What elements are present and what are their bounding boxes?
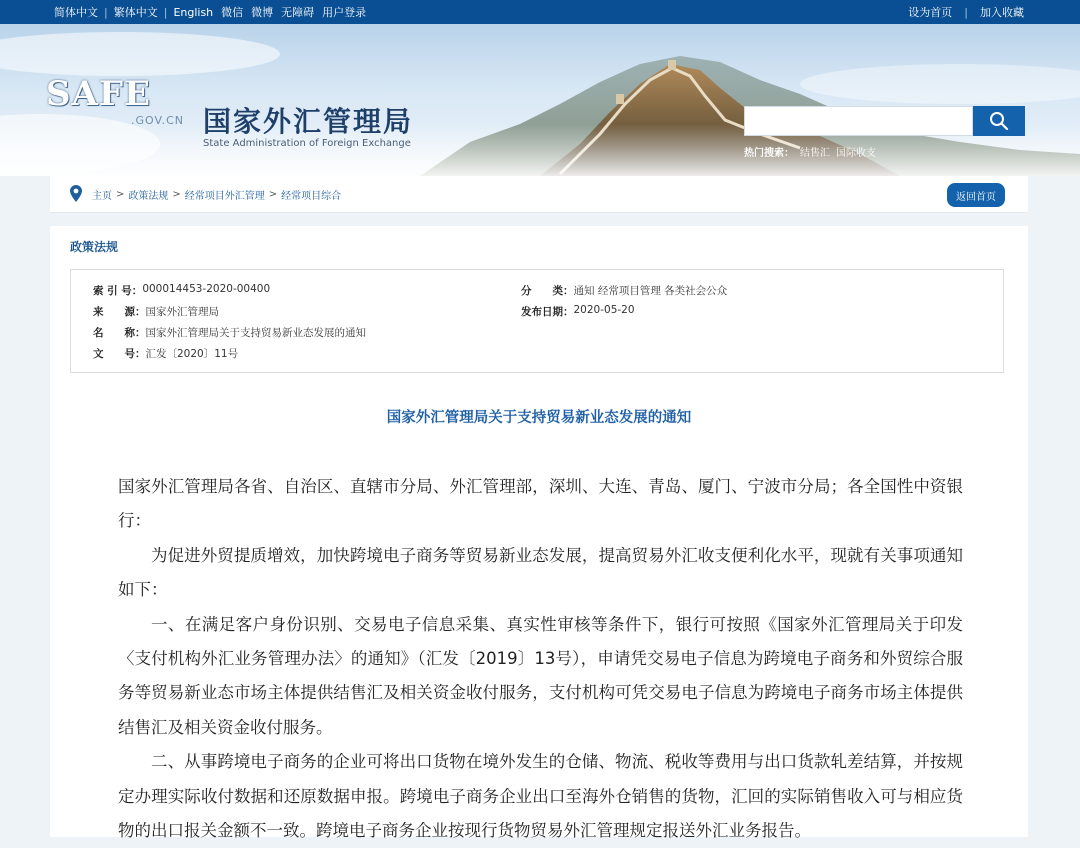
paragraph: 二、从事跨境电子商务的企业可将出口货物在境外发生的仓储、物流、税收等费用与出口货款轧差结算，并按规定办理实际收付数据和还原数据申报。跨境电子商务企业出口至海外仓销售的货物，汇回的实际销售收入可与相应货物的出口报关金额不一致。跨境电子商务企业按现行货物贸易外汇管理规定报送外汇业务报告。 (118, 752, 963, 841)
header-banner (0, 24, 1080, 176)
meta-category-value: 通知 经常项目管理 各类社会公众 (573, 285, 728, 297)
link-wechat[interactable]: 微信 (221, 6, 244, 19)
meta-docno-value: 汇发〔2020〕11号 (145, 348, 239, 360)
link-accessibility[interactable]: 无障碍 (281, 6, 315, 19)
hot-search-link-guojishouzhi[interactable]: 国际收支 (836, 148, 876, 159)
document-body (118, 470, 963, 848)
great-wall-scenery-image (0, 24, 1080, 176)
site-title-english: State Administration of Foreign Exchange (203, 138, 411, 149)
breadcrumb-separator: > (268, 188, 278, 200)
meta-name-label: 名 称： (93, 327, 146, 339)
separator: | (964, 5, 968, 19)
link-english[interactable]: English (173, 5, 214, 19)
breadcrumb-current-account-fx[interactable]: 经常项目外汇管理 (184, 190, 265, 202)
link-add-favorite[interactable]: 加入收藏 (980, 6, 1024, 19)
main-content (50, 226, 1028, 841)
breadcrumb-separator: > (116, 188, 125, 200)
link-simplified-chinese[interactable]: 简体中文 (54, 6, 98, 19)
breadcrumb (92, 176, 341, 212)
meta-name-value: 国家外汇管理局关于支持贸易新业态发展的通知 (145, 327, 366, 339)
meta-date-label: 发布日期： (521, 306, 574, 318)
breadcrumb-policy[interactable]: 政策法规 (128, 190, 169, 202)
top-bar-right (908, 0, 1024, 24)
meta-docno-label: 文 号： (93, 348, 146, 360)
breadcrumb-home[interactable]: 主页 (92, 190, 112, 202)
link-traditional-chinese[interactable]: 繁体中文 (113, 6, 158, 19)
paragraph-addressee: 国家外汇管理局各省、自治区、直辖市分局、外汇管理部，深圳、大连、青岛、厦门、宁波市分局；各全国性中资银行： (118, 477, 963, 531)
separator: | (163, 5, 168, 19)
meta-date-value: 2020-05-20 (573, 304, 635, 316)
breadcrumb-separator: > (172, 188, 181, 200)
location-pin-icon (70, 185, 82, 202)
back-home-button[interactable]: 返回首页 (947, 183, 1005, 207)
top-bar-left (54, 0, 366, 24)
paragraph: 一、在满足客户身份识别、交易电子信息采集、真实性审核等条件下，银行可按照《国家外汇管理局关于印发〈支付机构外汇业务管理办法〉的通知》（汇发〔2019〕13号），申请凭交易电子信息为跨境电子商务和外贸综合服务等贸易新业态市场主体提供结售汇及相关资金收付服务，支付机构可凭交易电子信息为跨境电子商务市场主体提供结售汇及相关资金收付服务。 (118, 614, 963, 737)
section-title: 政策法规 (70, 240, 119, 254)
link-set-homepage[interactable]: 设为首页 (908, 6, 953, 19)
meta-index-value: 000014453-2020-00400 (142, 283, 271, 295)
paragraph: 为促进外贸提质增效，加快跨境电子商务等贸易新业态发展，提高贸易外汇收支便利化水平，现就有关事项通知如下： (118, 545, 963, 600)
meta-source-value: 国家外汇管理局 (145, 306, 219, 318)
meta-docno (93, 346, 238, 361)
link-user-login[interactable]: 用户登录 (322, 6, 367, 19)
meta-category (521, 283, 727, 298)
meta-name (93, 325, 366, 340)
meta-index-label: 索 引 号： (93, 285, 143, 297)
hot-search (744, 144, 876, 159)
search-button[interactable] (973, 106, 1025, 136)
meta-source (93, 304, 219, 319)
top-bar (0, 0, 1080, 24)
meta-source-label: 来 源： (93, 306, 146, 318)
hot-search-link-jieshouhui[interactable]: 结售汇 (800, 148, 830, 159)
search-input[interactable] (744, 106, 973, 136)
safe-logo[interactable]: SAFE (46, 74, 151, 114)
breadcrumb-current-account-general[interactable]: 经常项目综合 (281, 190, 342, 202)
logo-domain: .GOV.CN (131, 114, 184, 127)
document-title: 国家外汇管理局关于支持贸易新业态发展的通知 (386, 410, 692, 426)
meta-index (93, 283, 270, 298)
document-metadata (70, 269, 1004, 373)
separator: | (104, 5, 108, 19)
meta-date (521, 304, 635, 319)
meta-category-label: 分 类： (521, 285, 574, 297)
search-icon (989, 111, 1009, 131)
link-weibo[interactable]: 微博 (251, 6, 274, 19)
breadcrumb-bar (50, 176, 1028, 213)
hot-search-label: 热门搜索： (744, 148, 794, 159)
site-title-chinese: 国家外汇管理局 (203, 105, 414, 138)
